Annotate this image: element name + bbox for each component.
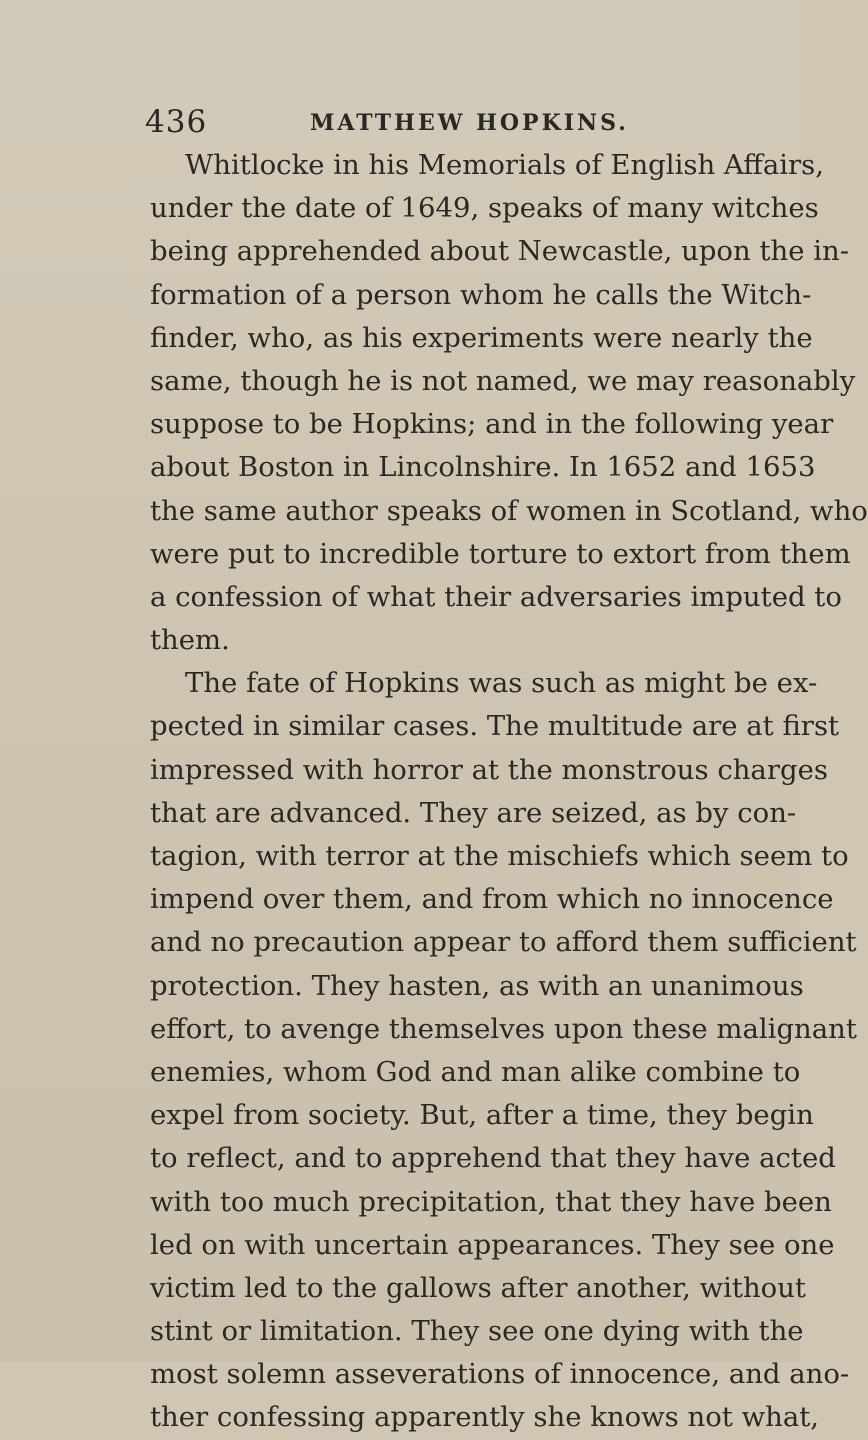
text-line: with too much precipitation, that they have been (150, 1185, 832, 1218)
text-line: suppose to be Hopkins; and in the following year (150, 408, 834, 441)
page-number: 436 (145, 104, 208, 140)
text-line: victim led to the gallows after another, without (150, 1271, 806, 1304)
text-line: most solemn asseverations of innocence, and ano- (150, 1358, 850, 1391)
text-line: finder, who, as his experiments were nearly the (150, 321, 813, 354)
text-line: impend over them, and from which no innocence (150, 883, 834, 916)
text-line: ther confessing apparently she knows not what, (150, 1401, 820, 1434)
page-header (145, 104, 745, 144)
text-line: and no precaution appear to afford them sufficient (150, 926, 857, 959)
text-line: being apprehended about Newcastle, upon the in- (150, 235, 850, 268)
text-line: tagion, with terror at the mischiefs which seem to (150, 840, 849, 872)
paragraph-1 (150, 144, 868, 662)
text-line: them. (150, 624, 230, 657)
text-line: to reflect, and to apprehend that they have acted (150, 1142, 836, 1175)
text-line: same, though he is not named, we may reasonably (150, 364, 856, 397)
text-line: stint or limitation. They see one dying with the (150, 1315, 804, 1348)
text-line: The fate of Hopkins was such as might be ex- (185, 667, 818, 700)
text-line: about Boston in Lincolnshire. In 1652 and 1653 (150, 451, 816, 484)
text-line: a confession of what their adversaries imputed to (150, 580, 842, 613)
text-line: under the date of 1649, speaks of many witches (150, 192, 819, 225)
text-line: the same author speaks of women in Scotland, who (150, 494, 868, 527)
text-line: Whitlocke in his Memorials of English Affairs, (185, 149, 825, 181)
text-line: were put to incredible torture to extort from them (150, 537, 851, 570)
text-line: formation of a person whom he calls the Witch- (150, 278, 812, 311)
text-line: pected in similar cases. The multitude are at first (150, 710, 840, 743)
text-line: led on with uncertain appearances. They see one (150, 1228, 835, 1261)
text-line: expel from society. But, after a time, they begin (150, 1099, 814, 1132)
text-line: protection. They hasten, as with an unanimous (150, 969, 804, 1002)
text-line: impressed with horror at the monstrous charges (150, 753, 828, 786)
text-line: that are advanced. They are seized, as by con- (150, 796, 797, 829)
text-line: effort, to avenge themselves upon these malignant (150, 1012, 857, 1045)
paragraph-2 (150, 662, 857, 1439)
running-title: MATTHEW HOPKINS. (310, 110, 629, 136)
text-line: enemies, whom God and man alike combine to (150, 1055, 801, 1088)
body-text (150, 144, 868, 1440)
